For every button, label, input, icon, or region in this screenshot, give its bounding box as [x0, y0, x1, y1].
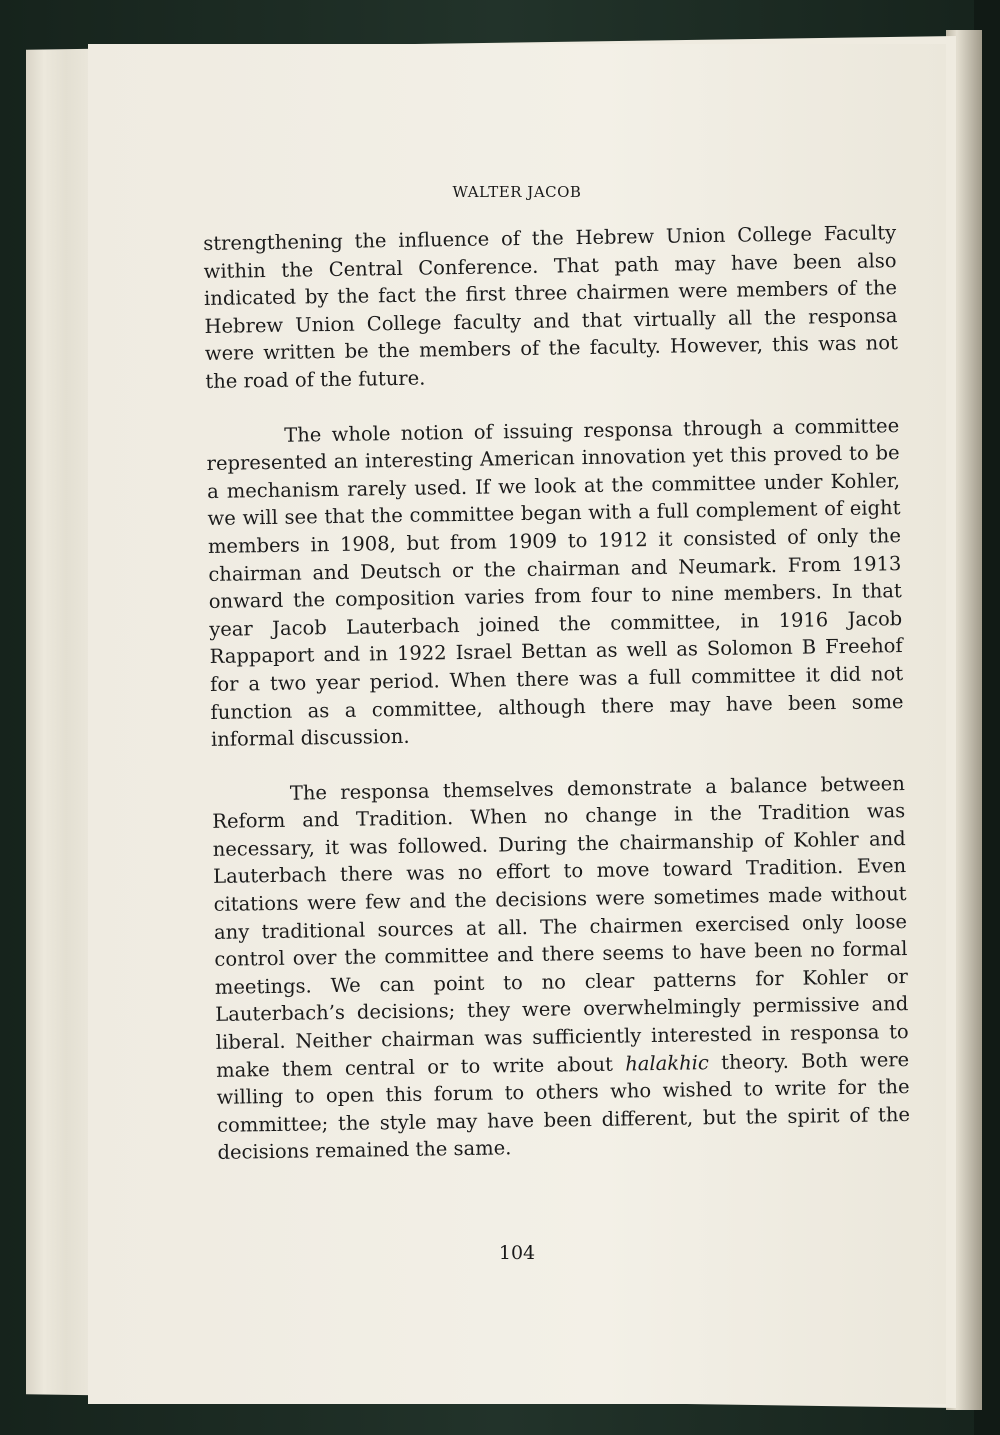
- paragraph-3-text-b: theory. Both were willing to open this forum to others who wished to write for the committee; the style may have been different, but the spirit of the decisions remained the same.: [216, 1047, 911, 1165]
- paragraph-1: strengthening the influence of the Hebrew Union College Faculty within the Central Conference. That path may have been also indicated by the fact the first three chairmen were members of the Hebrew Union College faculty and that virtually all the responsa were written be the members of the faculty. However, this was not the road of the future.: [203, 221, 899, 393]
- paragraph-3: [212, 770, 911, 1167]
- page-body: [203, 219, 911, 1194]
- paragraph-3-text-a: The responsa themselves demonstrate a balance between Reform and Tradition. When no change in the Tradition was necessary, it was followed. During the chairmanship of Kohler and Lauterbach there was no effort to move toward Tradition. Even citations were few and the decisions were sometimes made without any traditional sources at all. The chairmen exercised only loose control over the committee and there seems to have been no formal meetings. We can point to no clear patterns for Kohler or Lauterbach’s decisions; they were overwhelmingly permissive and liberal. Neither chairman was sufficiently interested in responsa to make them central or to write about: [212, 771, 909, 1082]
- italic-term: halakhic: [625, 1050, 710, 1076]
- paragraph-2: The whole notion of issuing responsa through a committee represented an interesting American innovation yet this proved to be a mechanism rarely used. If we look at the committee under Kohler, we will see that the committee began with a full complement of eight members in 1908, but from 1909 to 1912 it consisted of only the chairman and Deutsch or the chairman and Neumark. From 1913 onward the composition varies from four to nine members. In that year Jacob Lauterbach joined the committee, in 1916 Jacob Rappaport and in 1922 Israel Bettan as well as Solomon B Freehof for a two year period. When there was a full committee it did not function as a committee, although there may have been some informal discussion.: [206, 413, 904, 752]
- page-number: 104: [498, 1242, 536, 1264]
- running-head: WALTER JACOB: [452, 183, 582, 201]
